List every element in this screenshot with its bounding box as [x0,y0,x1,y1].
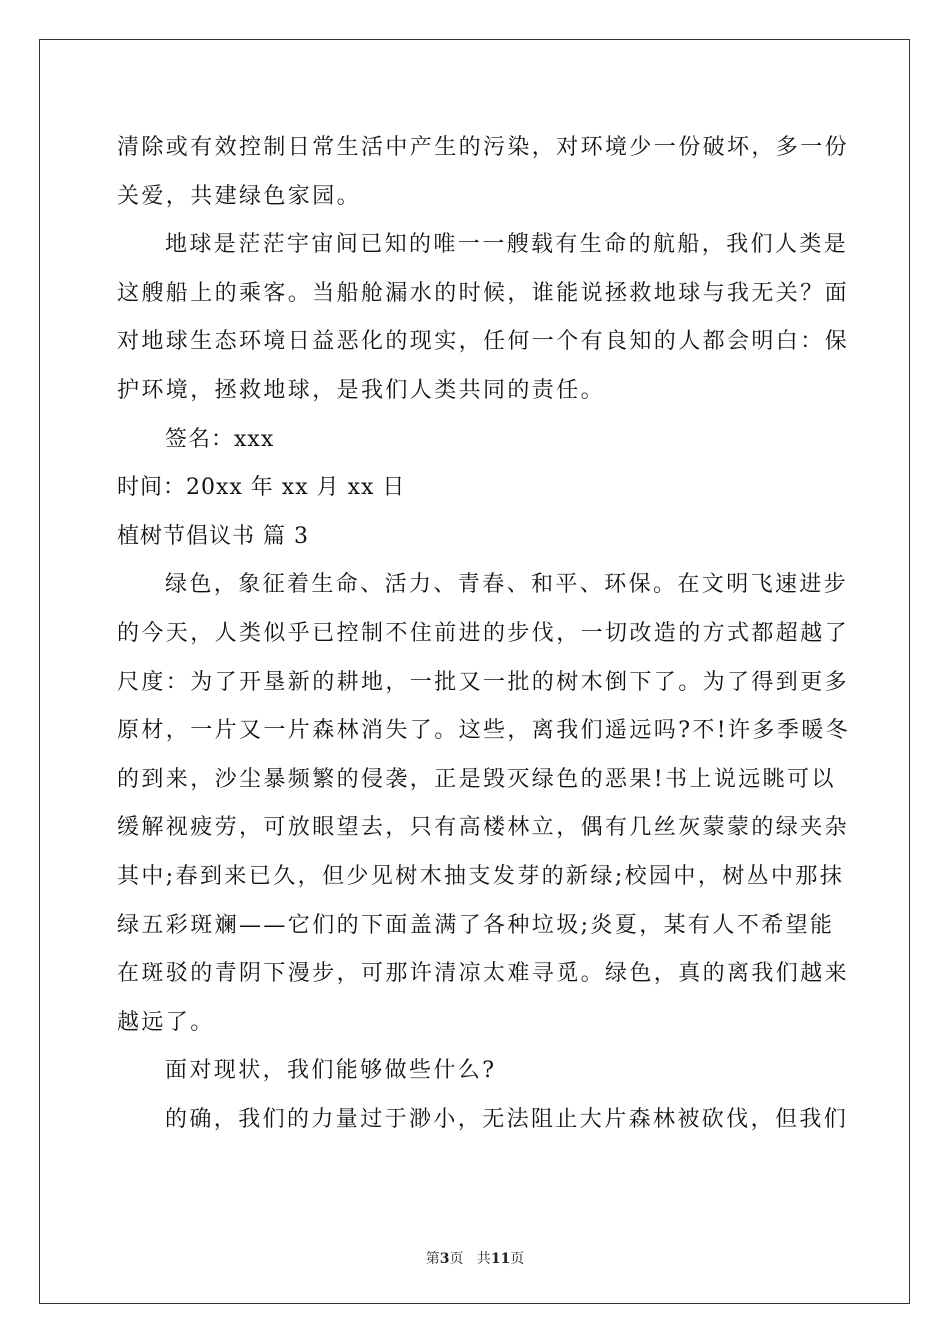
text-line: 越远了。 [117,1009,215,1035]
text-line: 原材，一片又一片森林消失了。这些，离我们遥远吗?不!许多季暖冬 [117,718,851,744]
text-line: 缓解视疲劳，可放眼望去，只有高楼林立，偶有几丝灰蒙蒙的绿夹杂 [117,815,850,841]
text-line: 绿五彩斑斓——它们的下面盖满了各种垃圾;炎夏，某有人不希望能 [117,912,835,938]
paragraph-line: 的确，我们的力量过于渺小，无法阻止大片森林被砍伐，但我们 [165,1106,849,1132]
document-body [117,124,851,1144]
current-page-number: 3 [439,1251,450,1267]
text-line: 的到来，沙尘暴频繁的侵袭，正是毁灭绿色的恶果!书上说远眺可以 [117,766,836,792]
text-line: 在斑驳的青阴下漫步，可那许清凉太难寻觅。绿色，真的离我们越来 [117,961,850,987]
date-line: 时间：20xx 年 xx 月 xx 日 [117,475,406,501]
text-line: 其中;春到来已久，但少见树木抽支发芽的新绿;校园中，树丛中那抹 [117,863,845,889]
text-line: 护环境，拯救地球，是我们人类共同的责任。 [117,377,606,403]
text-line: 清除或有效控制日常生活中产生的污染，对环境少一份破坏，多一份 [117,135,850,160]
text-line: 的今天，人类似乎已控制不住前进的步伐，一切改造的方式都超越了 [117,620,850,646]
footer-suffix: 页 [510,1251,525,1267]
paragraph-line: 面对现状，我们能够做些什么? [165,1058,497,1084]
text-line: 对地球生态环境日益恶化的现实，任何一个有良知的人都会明白：保 [117,329,850,355]
footer-prefix: 第 [425,1251,440,1267]
total-page-count: 11 [490,1251,511,1267]
text-line: 这艘船上的乘客。当船舱漏水的时候，谁能说拯救地球与我无关？面 [117,280,850,306]
text-line: 尺度：为了开垦新的耕地，一批又一批的树木倒下了。为了得到更多 [117,669,850,695]
footer-middle: 页 共 [449,1251,491,1267]
paragraph-line: 地球是茫茫宇宙间已知的唯一一艘载有生命的航船，我们人类是 [165,232,849,258]
page-footer [0,1248,950,1268]
section-heading: 植树节倡议书 篇 3 [117,523,309,549]
paragraph-line: 绿色，象征着生命、活力、青春、和平、环保。在文明飞速进步 [165,572,849,598]
signature-line: 签名：xxx [165,426,275,452]
text-line: 关爱，共建绿色家园。 [117,183,362,209]
